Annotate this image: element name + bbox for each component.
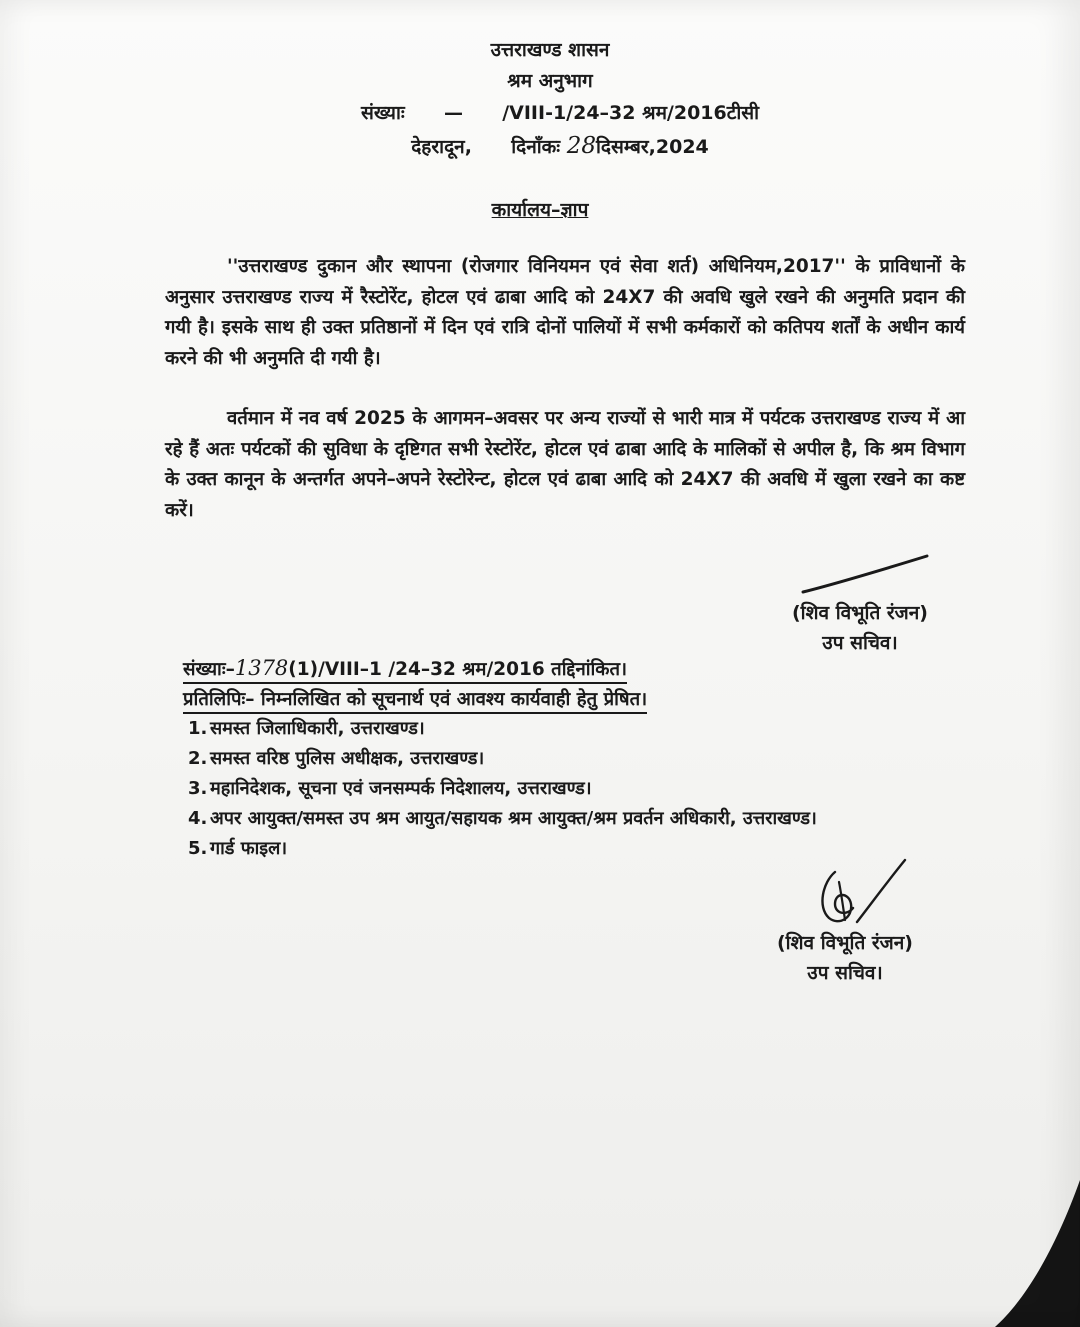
signature-1-stroke	[795, 550, 935, 600]
signature-block-1	[770, 598, 950, 658]
paragraph-1: ''उत्तराखण्ड दुकान और स्थापना (रोजगार विनियमन एवं सेवा शर्त) अधिनियम,2017'' के प्राविधानों के अनुसार उत्तराखण्ड राज्य में रैस्टोरेंट, होटल एवं ढाबा आदि को 24X7 की अवधि खुले रखने की अनुमति प्रदान की गयी है। इसके साथ ही उक्त प्रतिष्ठानों में दिन एवं रात्रि दोनों पालियों में सभी कर्मकारों को कतिपय शर्तों के अधीन कार्य करने की भी अनुमति दी गयी है।	[165, 256, 965, 369]
list-item-number: 5.	[188, 838, 208, 859]
page-fold-corner	[995, 1180, 1080, 1327]
list-item-number: 1.	[188, 718, 208, 739]
list-item-text: महानिदेशक, सूचना एवं जनसम्पर्क निदेशालय, उत्तराखण्ड।	[210, 778, 592, 799]
list-item-text: गार्ड फाइल।	[210, 838, 288, 859]
copy-reference-prefix: संख्याः–	[183, 659, 235, 680]
date-day-handwritten: 28	[566, 133, 597, 159]
list-item-text: समस्त जिलाधिकारी, उत्तराखण्ड।	[210, 718, 425, 739]
list-item-text: अपर आयुक्त/समस्त उप श्रम आयुत/सहायक श्रम आयुक्त/श्रम प्रवर्तन अधिकारी, उत्तराखण्ड।	[210, 808, 817, 829]
copy-reference-handwritten: 1378	[234, 656, 289, 680]
date-rest: दिसम्बर,2024	[596, 136, 709, 158]
paragraph-2: वर्तमान में नव वर्ष 2025 के आगमन–अवसर पर अन्य राज्यों से भारी मात्र में पर्यटक उत्तराखण्ड राज्य में आ रहे हैं अतः पर्यटकों की सुविधा के दृष्टिगत सभी रेस्टोरेंट, होटल एवं ढाबा आदि के मालिकों से अपील है, कि श्रम विभाग के उक्त कानून के अन्तर्गत अपने–अपने रेस्टोरेन्ट, होटल एवं ढाबा आदि को 24X7 की अवधि में खुला रखने का कष्ट करें।	[165, 408, 965, 521]
list-item	[188, 774, 908, 804]
list-item-number: 3.	[188, 778, 208, 799]
list-item-text: समस्त वरिष्ठ पुलिस अधीक्षक, उत्तराखण्ड।	[210, 748, 485, 769]
list-item	[188, 744, 908, 774]
date-label: दिनाँकः	[511, 136, 561, 158]
copy-to-line: प्रतिलिपिः– निम्नलिखित को सूचनार्थ एवं आवश्य कार्यवाही हेतु प्रेषित।	[183, 686, 647, 714]
government-title: उत्तराखण्ड शासन	[490, 39, 610, 61]
section-title: श्रम अनुभाग	[507, 70, 593, 92]
reference-label: संख्याः	[360, 102, 405, 124]
recipient-list	[188, 714, 908, 864]
place: देहरादून,	[411, 136, 472, 158]
reference-value: /VIII-1/24–32 श्रम/2016टीसी	[502, 102, 760, 124]
copy-reference-rest: (1)/VIII–1 /24–32 श्रम/2016 तद्दिनांकित।	[288, 659, 628, 680]
reference-dash: —	[443, 102, 463, 124]
list-item	[188, 804, 908, 834]
signatory-designation-1: उप सचिव।	[822, 632, 898, 654]
signature-2-handwritten	[805, 852, 915, 932]
list-item-number: 4.	[188, 808, 208, 829]
signature-block-2	[755, 928, 935, 988]
signatory-designation-2: उप सचिव।	[807, 962, 883, 984]
list-item	[188, 834, 908, 864]
signatory-name-2: (शिव विभूति रंजन)	[776, 932, 913, 954]
reference-number	[20, 99, 1080, 125]
signatory-name-1: (शिव विभूति रंजन)	[791, 602, 928, 624]
memo-title: कार्यालय–ज्ञाप	[491, 199, 589, 221]
list-item-number: 2.	[188, 748, 208, 769]
copy-reference	[183, 656, 627, 684]
place-date-line	[20, 133, 1080, 159]
list-item	[188, 714, 908, 744]
